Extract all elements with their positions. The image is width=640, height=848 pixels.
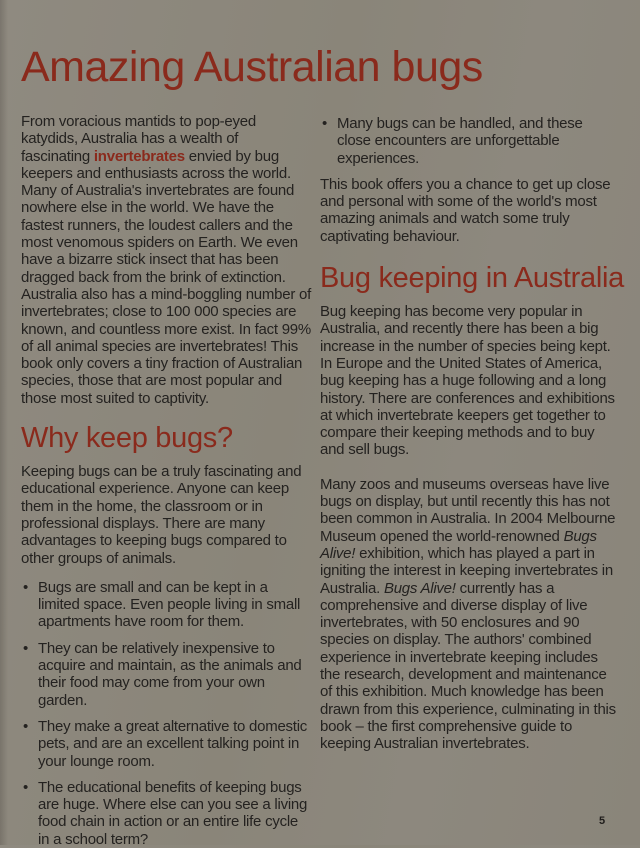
list-item (320, 115, 620, 167)
advantages-list (21, 579, 311, 848)
glossary-term-invertebrates: invertebrates (93, 147, 185, 165)
intro-paragraph (21, 113, 311, 407)
exhibition-name: Bugs Alive! (383, 579, 456, 597)
list-item (21, 779, 311, 848)
why-keep-paragraph: Keeping bugs can be a truly fascinating and educational experience. Anyone can keep them in the home, the classroom or in professional displays. There are many advantages to keeping bugs compared to other groups of animals. (21, 463, 302, 567)
bullet-icon: • (322, 115, 328, 132)
advantages-list-continued (320, 115, 620, 167)
list-item-text: Many bugs can be handled, and these close encounters are unforgettable experiences. (337, 115, 583, 167)
intro-text-end: envied by bug keepers and enthusiasts across the world. Many of Australia's invertebrates are found nowhere else in the world. We have the fastest runners, the loudest callers and the most venomous spiders on Earth. We even have a bizarre stick insect that has been dragged back from the brink of extinction. Australia also has a mind-boggling number of invertebrates; close to 100 000 species are known, and countless more exist. In fact 99% of all animal species are invertebrates! This book only covers a tiny fraction of Australian species, those that are most popular and those most suited to captivity. (21, 147, 312, 407)
bullet-icon: • (23, 639, 29, 657)
page-number: 5 (599, 815, 606, 827)
list-item-text: The educational benefits of keeping bugs are huge. Where else can you see a living food chain in action or an entire life cycle in a school term? (38, 778, 308, 848)
section-heading-why-keep-bugs: Why keep bugs? (21, 422, 233, 455)
page-gutter-shadow (0, 0, 8, 845)
bug-keeping-paragraph-2 (320, 476, 620, 753)
right-column (320, 115, 624, 753)
list-item-text: They can be relatively inexpensive to acquire and maintain, as the animals and their food may come from your own garden. (38, 639, 302, 709)
paragraph-text: currently has a comprehensive and diverse display of live invertebrates, with 50 enclosures and 90 species on display. The authors' combined experience in invertebrate keeping includes the research, development and maintenance of this exhibition. Much knowledge has been drawn from this experience, culminating in this book – the first comprehensive guide to keeping Australian invertebrates. (320, 579, 616, 753)
list-item (21, 640, 311, 709)
bug-keeping-paragraph-1: Bug keeping has become very popular in Australia, and recently there has been a big increase in the number of species being kept. In Europe and the United States of America, bug keeping has a huge following and a long history. There are conferences and exhibitions at which invertebrate keepers get together to compare their keeping methods and to buy and sell bugs. (320, 303, 615, 459)
bullet-icon: • (23, 578, 29, 596)
intro-text-start: From voracious mantids to pop-eyed katydids, Australia has a wealth of fascinating (21, 113, 256, 165)
list-item-text: Bugs are small and can be kept in a limited space. Even people living in small apartments have room for them. (38, 578, 301, 631)
bullet-icon: • (23, 778, 29, 796)
bullet-icon: • (23, 717, 29, 735)
paragraph-text: exhibition, which has played a part in igniting the interest in keeping invertebrates in Australia. (320, 544, 613, 597)
left-column (21, 113, 311, 848)
section-heading-bug-keeping: Bug keeping in Australia (320, 262, 624, 295)
closing-paragraph: This book offers you a chance to get up close and personal with some of the world's most amazing animals and watch some truly captivating behaviour. (320, 175, 611, 245)
list-item (21, 579, 311, 631)
list-item-text: They make a great alternative to domestic pets, and are an excellent talking point in your lounge room. (38, 717, 308, 770)
exhibition-name: Bugs Alive! (320, 527, 597, 562)
list-item (21, 718, 311, 770)
paragraph-text: Many zoos and museums overseas have live bugs on display, but until recently this has not been common in Australia. In 2004 Melbourne Museum opened the world-renowned (320, 475, 616, 545)
page-title: Amazing Australian bugs (21, 43, 483, 91)
